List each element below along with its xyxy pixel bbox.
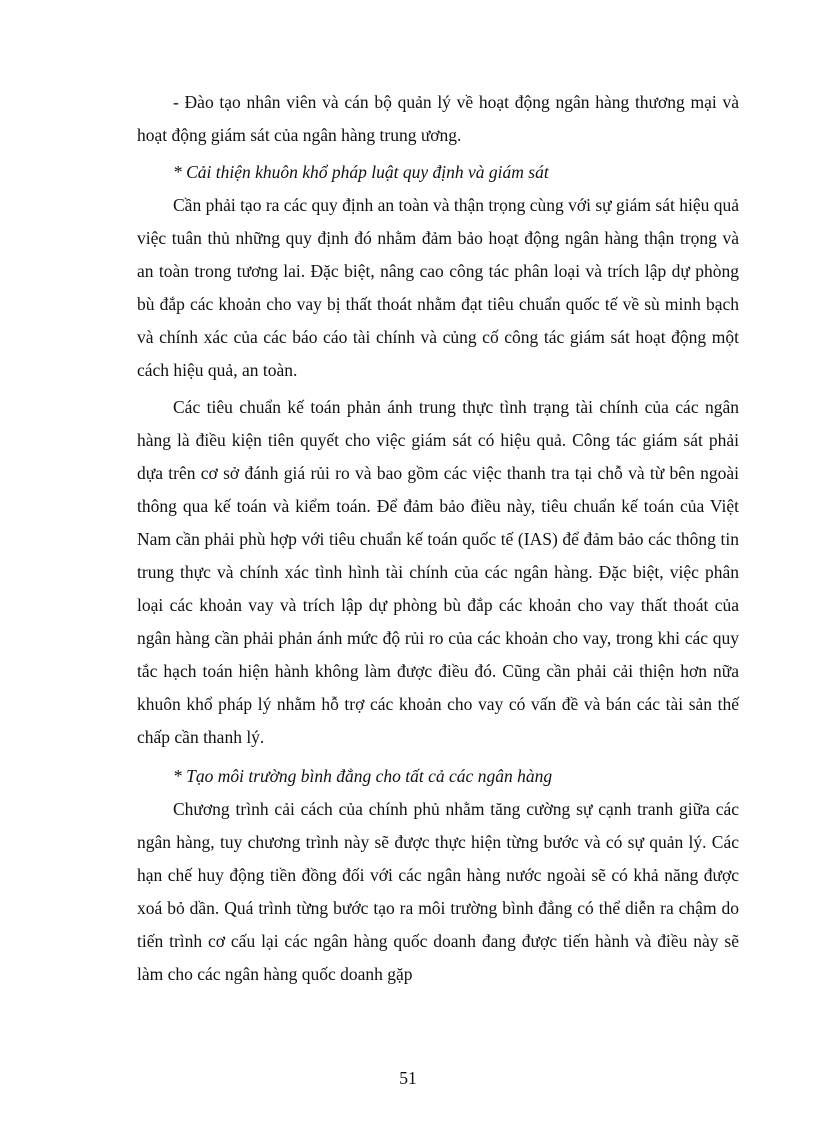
page-number: 51 <box>399 1068 417 1088</box>
paragraph-reform-program: Chương trình cải cách của chính phủ nhằm tăng cường sự cạnh tranh giữa các ngân hàng, tuy chương trình này sẽ được thực hiện từng bước và có sự quản lý. Các hạn chế huy động tiền đồng đối với các ngân hàng nước ngoài sẽ có khả năng được xoá bỏ dần. Quá trình từng bước tạo ra môi trường bình đẳng có thể diễn ra chậm do tiến trình cơ cấu lại các ngân hàng quốc doanh đang được tiến hành và điều này sẽ làm cho các ngân hàng quốc doanh gặp <box>137 799 739 984</box>
paragraph-training: - Đào tạo nhân viên và cán bộ quản lý về hoạt động ngân hàng thương mại và hoạt động giám sát của ngân hàng trung ương. <box>137 92 739 145</box>
heading-equal-environment: * Tạo môi trường bình đẳng cho tất cả các ngân hàng <box>173 766 553 786</box>
paragraph-accounting-standards: Các tiêu chuẩn kế toán phản ánh trung thực tình trạng tài chính của các ngân hàng là điều kiện tiên quyết cho việc giám sát có hiệu quả. Công tác giám sát phải dựa trên cơ sở đánh giá rủi ro và bao gồm các việc thanh tra tại chỗ và từ bên ngoài thông qua kế toán và kiểm toán. Để đảm bảo điều này, tiêu chuẩn kế toán của Việt Nam cần phải phù hợp với tiêu chuẩn kế toán quốc tế (IAS) để đảm bảo các thông tin trung thực và chính xác tình hình tài chính của các ngân hàng. Đặc biệt, việc phân loại các khoản vay và trích lập dự phòng bù đắp các khoản cho vay thất thoát của ngân hàng cần phải phản ánh mức độ rủi ro của các khoản cho vay, trong khi các quy tắc hạch toán hiện hành không làm được điều đó. Cũng cần phải cải thiện hơn nữa khuôn khổ pháp lý nhằm hỗ trợ các khoản cho vay có vấn đề và bán các tài sản thế chấp cần thanh lý. <box>137 397 739 747</box>
page-content <box>137 86 739 991</box>
heading-legal-framework: * Cải thiện khuôn khổ pháp luật quy định và giám sát <box>173 162 549 182</box>
paragraph-safety-regulations: Cần phải tạo ra các quy định an toàn và thận trọng cùng với sự giám sát hiệu quả việc tuân thủ những quy định đó nhằm đảm bảo hoạt động ngân hàng thận trọng và an toàn trong tương lai. Đặc biệt, nâng cao công tác phân loại và trích lập dự phòng bù đắp các khoản cho vay bị thất thoát nhằm đạt tiêu chuẩn quốc tế về sù minh bạch và chính xác của các báo cáo tài chính và củng cố công tác giám sát hoạt động một cách hiệu quả, an toàn. <box>137 195 739 380</box>
